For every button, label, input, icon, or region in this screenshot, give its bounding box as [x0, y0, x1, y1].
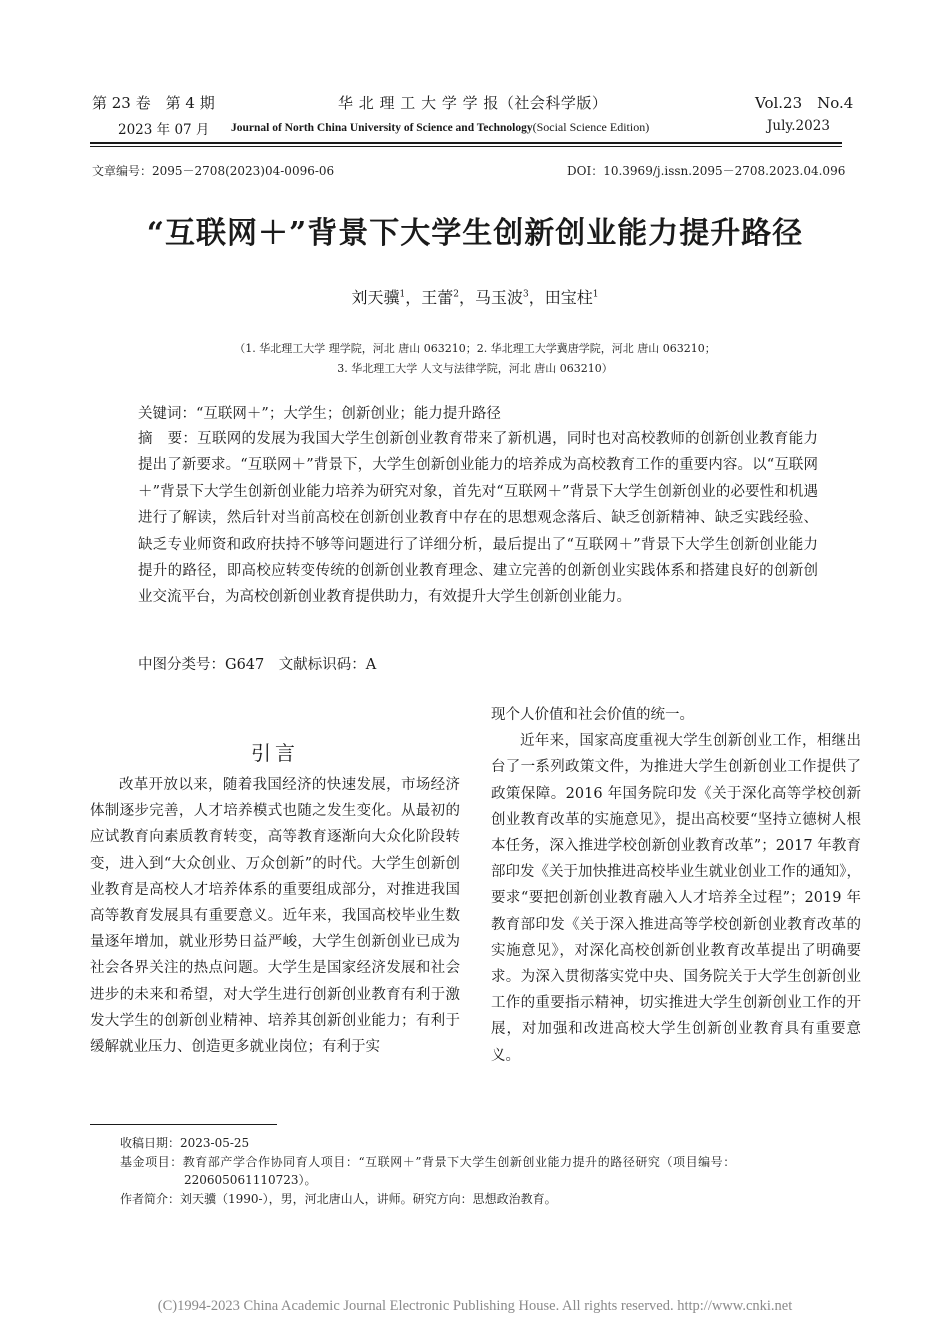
classification-codes: 中图分类号：G647 文献标识码：A [138, 657, 377, 673]
journal-name-cn: 华 北 理 工 大 学 学 报（社会科学版） [338, 94, 608, 112]
author-separator: ， [405, 288, 422, 307]
section-heading: 引言 [251, 741, 299, 765]
header-rule-thick [90, 142, 842, 144]
volume-issue: 第 23 卷 第 4 期 [92, 94, 215, 112]
journal-name-en [231, 120, 649, 135]
doi: DOI：10.3969/j.issn.2095－2708.2023.04.096 [567, 164, 846, 178]
fund-project-continued: 220605061110723）。 [184, 1173, 317, 1187]
author-separator: ， [528, 288, 545, 307]
affiliation-line-1: （1. 华北理工大学 理学院，河北 唐山 063210；2. 华北理工大学冀唐学院，河北 唐山 063210； [234, 342, 716, 355]
author-separator: ， [458, 288, 475, 307]
article-number: 文章编号：2095－2708(2023)04-0096-06 [92, 164, 335, 178]
author-bio: 作者简介：刘天骥（1990-），男，河北唐山人，讲师。研究方向：思想政治教育。 [120, 1192, 557, 1206]
body-paragraph: 改革开放以来，随着我国经济的快速发展，市场经济体制逐步完善，人才培养模式也随之发生变化。从最初的应试教育向素质教育转变，高等教育逐渐向大众化阶段转变，进入到“大众创业、万众创新”的时代。大学生创新创业教育是高校人才培养体系的重要组成部分，对推进我国高等教育发展具有重要意义。近年来，我国高校毕业生数量逐年增加，就业形势日益严峻，大学生创新创业已成为社会各界关注的热点问题。大学生是国家经济发展和社会进步的未来和希望，对大学生进行创新创业教育有利于激发大学生的创新创业精神、培养其创新创业能力；有利于缓解就业压力、创造更多就业岗位；有利于实 [90, 777, 460, 1056]
affiliation-line-2: 3. 华北理工大学 人文与法律学院，河北 唐山 063210） [337, 362, 613, 375]
article-title: “互联网＋”背景下大学生创新创业能力提升路径 [146, 216, 804, 251]
date-en: July.2023 [767, 118, 830, 134]
header-rule-thin [90, 146, 842, 147]
abstract: 摘 要：互联网的发展为我国大学生创新创业教育带来了新机遇，同时也对高校教师的创新创业教育能力提出了新要求。“互联网＋”背景下，大学生创新创业能力的培养成为高校教育工作的重要内容。以“互联网＋”背景下大学生创新创业能力培养为研究对象，首先对“互联网＋”背景下大学生创新创业的必要性和机遇进行了解读，然后针对当前高校在创新创业教育中存在的思想观念落后、缺乏创新精神、缺乏实践经验、缺乏专业师资和政府扶持不够等问题进行了详细分析，最后提出了“互联网＋”背景下大学生创新创业能力提升的路径，即高校应转变传统的创新创业教育理念、建立完善的创新创业实践体系和搭建良好的创新创业交流平台，为高校创新创业教育提供助力，有效提升大学生创新创业能力。 [138, 431, 818, 606]
author-name: 王蕾 [421, 288, 454, 307]
author-name: 田宝柱 [544, 288, 593, 307]
received-date: 收稿日期：2023-05-25 [120, 1136, 250, 1150]
fund-project: 基金项目：教育部产学合作协同育人项目：“互联网＋”背景下大学生创新创业能力提升的路径研究（项目编号： [120, 1155, 736, 1169]
affiliation-mark: 3 [523, 289, 529, 300]
author-name: 刘天骥 [351, 288, 400, 307]
keywords: 关键词：“互联网＋”；大学生；创新创业；能力提升路径 [138, 406, 501, 422]
author-list [0, 285, 950, 308]
right-column [491, 702, 861, 1069]
journal-en-title: Journal of North China University of Science and Technology [231, 122, 533, 134]
affiliation-mark: 2 [453, 289, 459, 300]
copyright-notice: (C)1994-2023 China Academic Journal Electronic Publishing House. All rights reserved. http://www.cnki.net [157, 1298, 793, 1314]
author-name: 马玉波 [475, 288, 524, 307]
body-paragraph: 近年来，国家高度重视大学生创新创业工作，相继出台了一系列政策文件，为推进大学生创新创业工作提供了政策保障。2016 年国务院印发《关于深化高等学校创新创业教育改革的实施意见》，提出高校要“坚持立德树人根本任务，深入推进学校创新创业教育改革”；2017 年教育部印发《关于加快推进高校毕业生就业创业工作的通知》，要求“要把创新创业教育融入人才培养全过程”；2019 年教育部印发《关于深入推进高等学校创新创业教育改革的实施意见》，对深化高校创新创业教育改革提出了明确要求。为深入贯彻落实党中央、国务院关于大学生创新创业工作的重要指示精神，切实推进大学生创新创业工作的开展，对加强和改进高校大学生创新创业教育具有重要意义。 [491, 733, 861, 1064]
journal-en-edition: (Social Science Edition) [532, 120, 650, 134]
left-column [90, 772, 460, 1060]
date-cn: 2023 年 07 月 [118, 122, 210, 138]
vol-no-en: Vol.23 No.4 [755, 94, 854, 112]
footnote-rule [90, 1124, 277, 1125]
affiliation-mark: 1 [592, 289, 599, 300]
affiliation-mark: 1 [399, 289, 406, 300]
body-paragraph-continued: 现个人价值和社会价值的统一。 [491, 707, 694, 723]
